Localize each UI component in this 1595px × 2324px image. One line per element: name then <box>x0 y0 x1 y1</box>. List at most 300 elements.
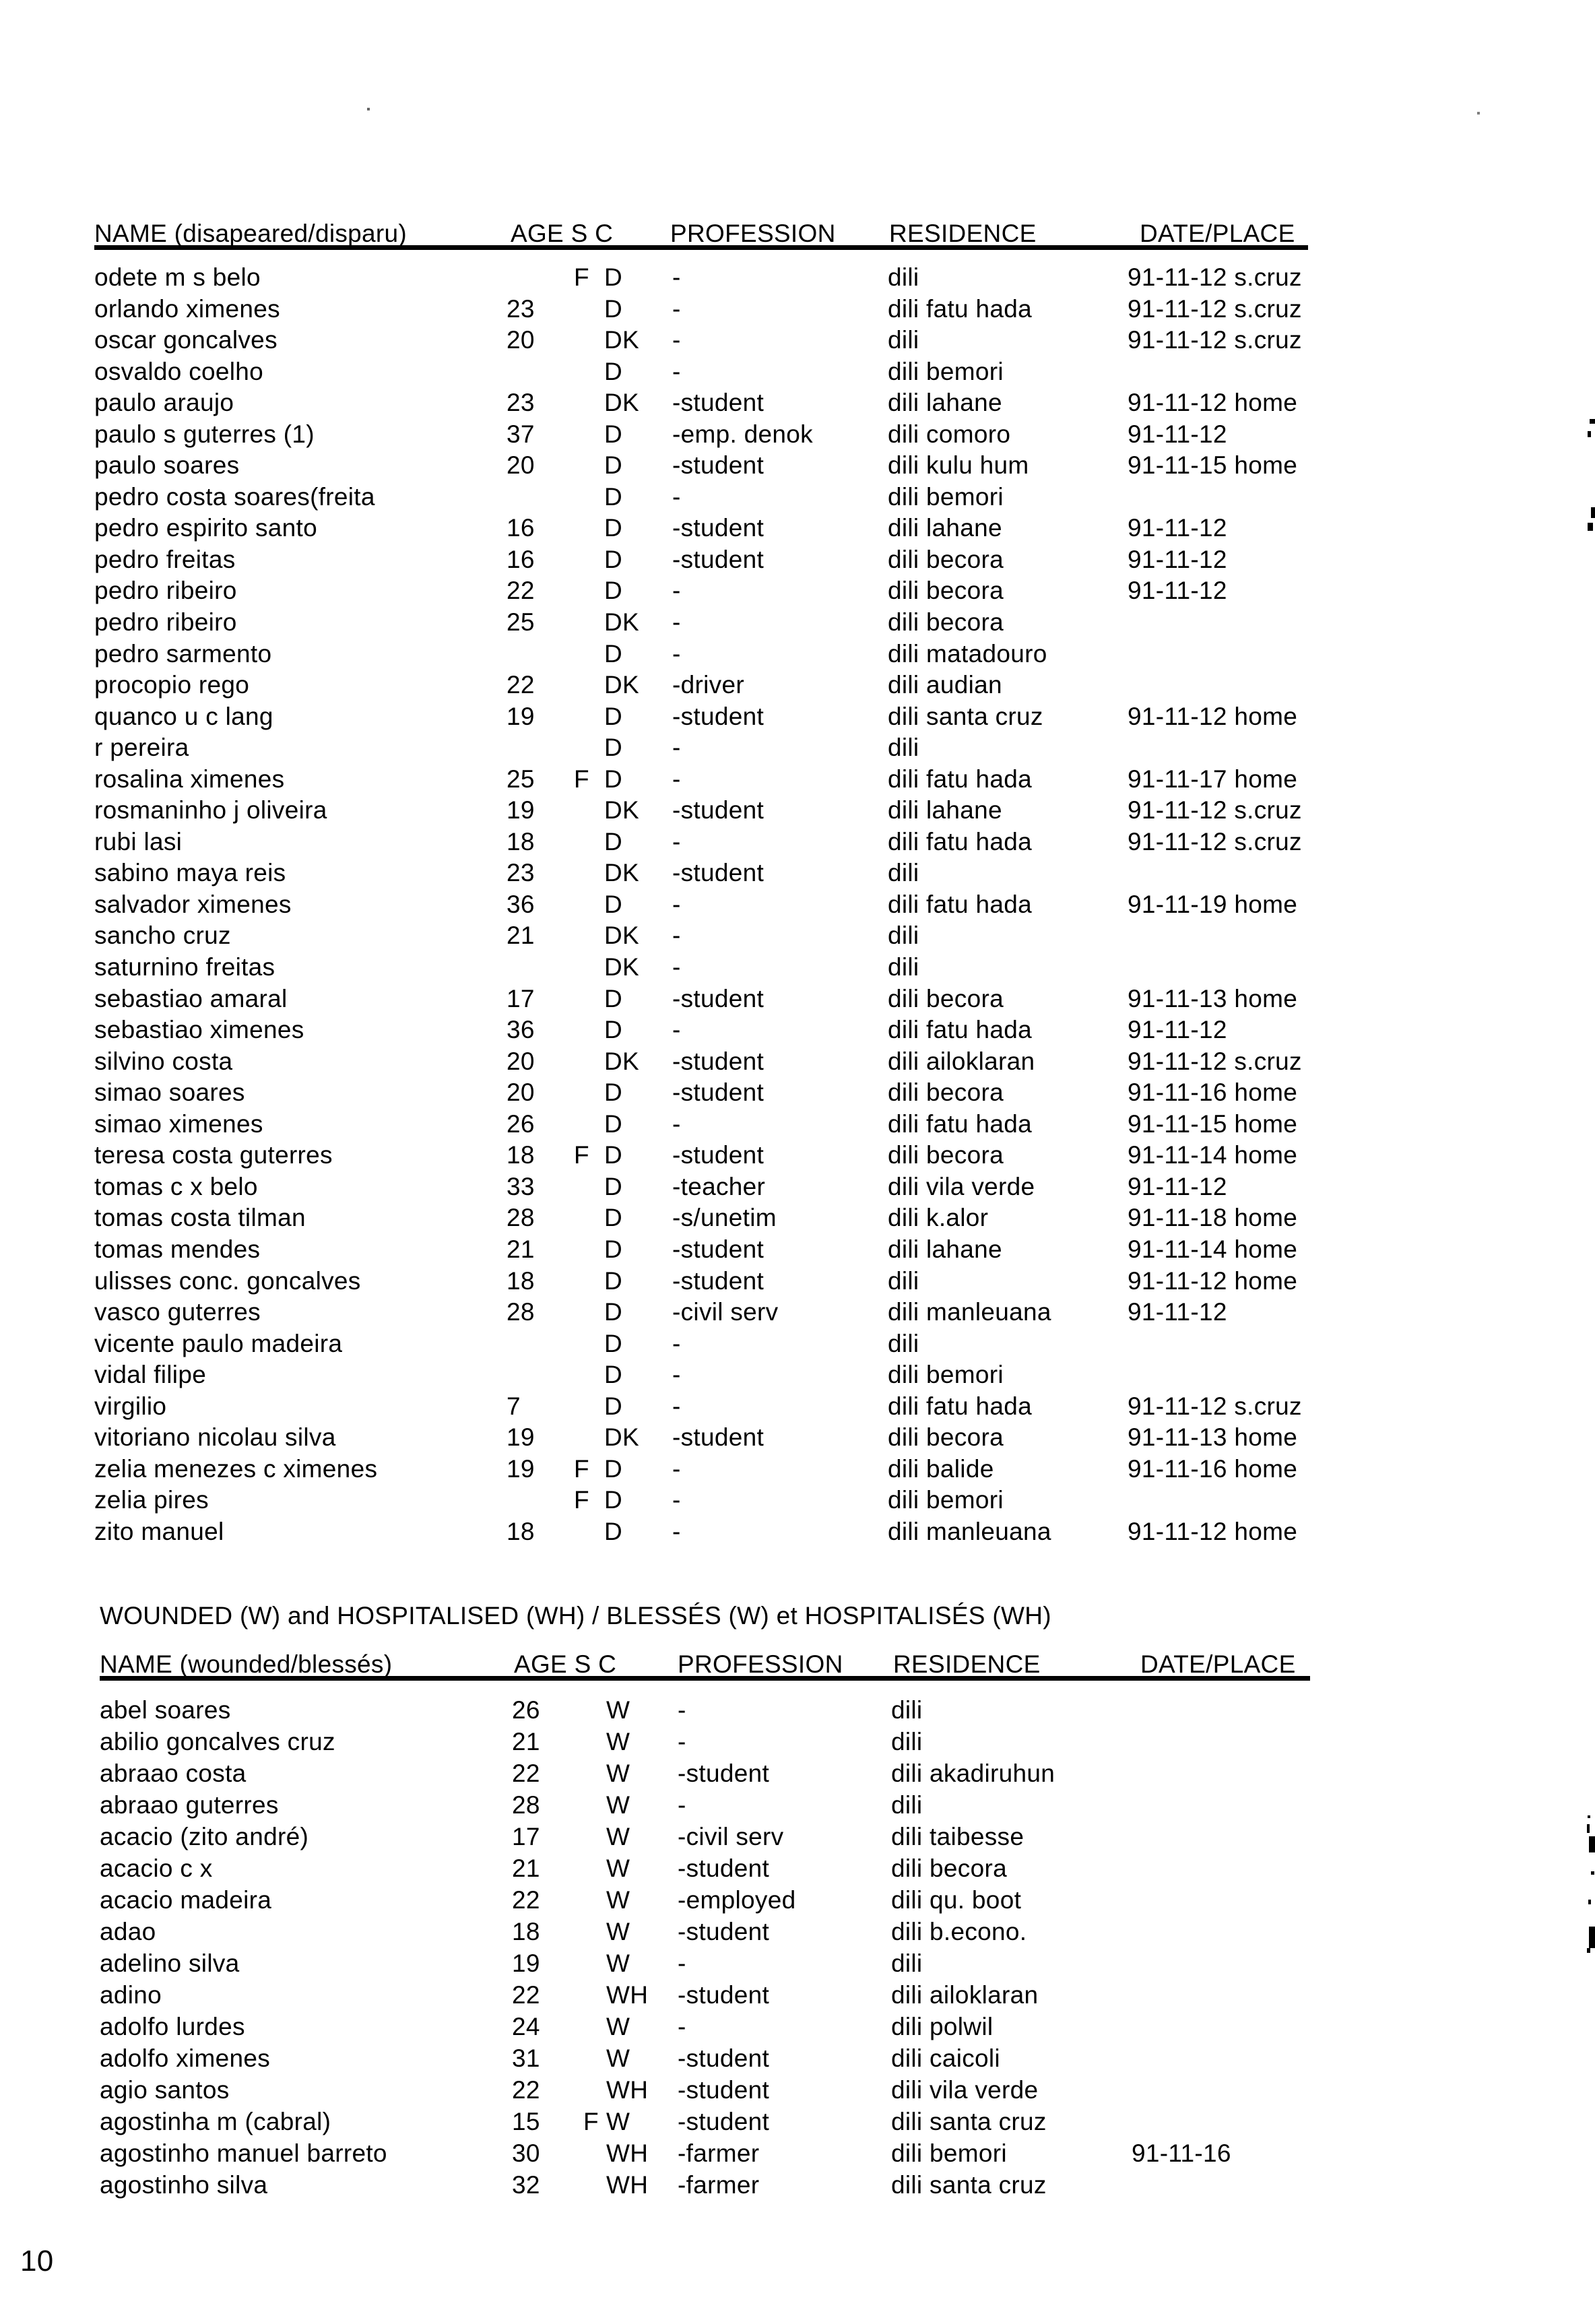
cell-age: 21 <box>507 922 535 950</box>
cell-name: saturnino freitas <box>94 953 275 981</box>
wounded-table <box>100 1650 1319 2203</box>
cell-category: D <box>604 1078 623 1107</box>
cell-name: silvino costa <box>94 1047 233 1075</box>
cell-name: simao soares <box>94 1078 245 1107</box>
cell-category: D <box>604 482 623 511</box>
cell-name: ulisses conc. goncalves <box>94 1266 361 1295</box>
cell-category: D <box>604 1517 623 1545</box>
cell-profession: - <box>672 1517 681 1545</box>
cell-name: zelia menezes c ximenes <box>94 1454 378 1483</box>
cell-age: 21 <box>512 1728 540 1755</box>
cell-age: 22 <box>512 1886 540 1914</box>
wounded-section-heading: WOUNDED (W) and HOSPITALISED (WH) / BLESSÉS (W) et HOSPITALISÉS (WH) <box>100 1602 1051 1629</box>
cell-profession: -student <box>672 1141 764 1169</box>
cell-residence: dili <box>888 734 919 762</box>
cell-name: osvaldo coelho <box>94 357 264 385</box>
table-row <box>100 2140 1319 2172</box>
cell-profession: - <box>678 2013 686 2040</box>
table-row <box>94 703 1320 735</box>
table-row <box>94 327 1320 358</box>
cell-residence: dili caicoli <box>891 2044 1000 2072</box>
cell-residence: dili bemori <box>891 2139 1007 2167</box>
cell-category: D <box>604 1454 623 1483</box>
cell-age: 22 <box>512 1981 540 2009</box>
cell-age: 19 <box>507 702 535 730</box>
cell-category: D <box>604 890 623 918</box>
cell-category: DK <box>604 389 639 417</box>
table-row <box>100 1760 1319 1792</box>
cell-profession: - <box>672 482 681 511</box>
cell-age: 25 <box>507 765 535 793</box>
table-row <box>94 1424 1320 1456</box>
cell-category: D <box>604 294 623 323</box>
cell-age: 20 <box>507 1047 535 1075</box>
cell-profession: -student <box>672 1078 764 1107</box>
cell-residence: dili bemori <box>888 482 1004 511</box>
cell-age: 30 <box>512 2139 540 2167</box>
cell-profession: - <box>672 827 681 856</box>
table-row <box>94 766 1320 798</box>
cell-name: vicente paulo madeira <box>94 1329 343 1357</box>
cell-name: acacio c x <box>100 1854 213 1882</box>
header-date-place: DATE/PLACE <box>1140 220 1295 247</box>
cell-category: WH <box>606 2139 649 2167</box>
cell-category: D <box>604 420 623 448</box>
cell-profession: - <box>672 294 681 323</box>
cell-date-place: 91-11-12 <box>1128 420 1227 448</box>
cell-name: zelia pires <box>94 1486 209 1514</box>
cell-name: salvador ximenes <box>94 890 292 918</box>
table-row <box>94 1361 1320 1393</box>
table-row <box>100 1823 1319 1855</box>
cell-name: adino <box>100 1981 162 2009</box>
cell-category: W <box>606 1696 630 1724</box>
cell-residence: dili b.econo. <box>891 1918 1027 1945</box>
cell-category: D <box>604 1204 623 1232</box>
disappeared-table-header <box>94 220 1320 247</box>
table-row <box>94 546 1320 578</box>
disappeared-table-body <box>94 264 1320 1549</box>
cell-category: W <box>606 1854 630 1882</box>
table-row <box>100 1982 1319 2013</box>
cell-category: DK <box>604 1047 639 1075</box>
cell-date-place: 91-11-17 home <box>1128 765 1298 793</box>
cell-residence: dili lahane <box>888 796 1002 825</box>
cell-sex: F <box>583 2108 599 2135</box>
cell-date-place: 91-11-13 home <box>1128 984 1298 1012</box>
cell-category: D <box>604 1361 623 1389</box>
cell-profession: - <box>672 1016 681 1044</box>
cell-age: 23 <box>507 859 535 887</box>
table-row <box>94 1393 1320 1425</box>
cell-residence: dili lahane <box>888 1235 1002 1263</box>
cell-profession: -student <box>672 389 764 417</box>
cell-profession: - <box>672 1392 681 1420</box>
cell-residence: dili <box>888 922 919 950</box>
cell-profession: -student <box>672 545 764 573</box>
cell-age: 19 <box>507 1454 535 1483</box>
cell-name: abraao guterres <box>100 1791 279 1819</box>
cell-residence: dili bemori <box>888 1361 1004 1389</box>
cell-age: 26 <box>507 1109 535 1138</box>
cell-residence: dili <box>888 263 919 291</box>
cell-name: sabino maya reis <box>94 859 286 887</box>
cell-name: r pereira <box>94 734 189 762</box>
cell-profession: -teacher <box>672 1172 766 1200</box>
cell-profession: - <box>672 357 681 385</box>
cell-residence: dili bemori <box>888 357 1004 385</box>
cell-age: 26 <box>512 1696 540 1724</box>
cell-name: rosalina ximenes <box>94 765 285 793</box>
table-row <box>94 1079 1320 1111</box>
cell-category: D <box>604 1172 623 1200</box>
cell-age: 19 <box>507 796 535 825</box>
header-name: NAME (disapeared/disparu) <box>94 220 408 247</box>
table-row <box>94 641 1320 672</box>
cell-profession: -employed <box>678 1886 796 1914</box>
cell-residence: dili santa cruz <box>891 2171 1047 2199</box>
cell-name: agostinho silva <box>100 2171 268 2199</box>
cell-category: W <box>606 1760 630 1787</box>
cell-profession: -student <box>672 1047 764 1075</box>
table-row <box>100 1918 1319 1950</box>
cell-residence: dili ailoklaran <box>888 1047 1035 1075</box>
cell-date-place: 91-11-12 s.cruz <box>1128 1392 1302 1420</box>
cell-profession: - <box>672 639 681 668</box>
cell-residence: dili <box>891 1696 923 1724</box>
cell-name: tomas costa tilman <box>94 1204 306 1232</box>
cell-age: 23 <box>507 294 535 323</box>
cell-profession: - <box>672 1454 681 1483</box>
cell-age: 23 <box>507 389 535 417</box>
table-row <box>100 1729 1319 1760</box>
cell-name: pedro espirito santo <box>94 514 317 542</box>
table-row <box>100 1950 1319 1982</box>
cell-residence: dili becora <box>888 1078 1004 1107</box>
cell-residence: dili manleuana <box>888 1517 1051 1545</box>
cell-residence: dili taibesse <box>891 1823 1024 1850</box>
cell-profession: - <box>672 263 681 291</box>
cell-residence: dili becora <box>888 608 1004 637</box>
cell-age: 31 <box>512 2044 540 2072</box>
table-row <box>100 1792 1319 1823</box>
cell-date-place: 91-11-12 s.cruz <box>1128 827 1302 856</box>
cell-category: W <box>606 2013 630 2040</box>
header-profession: PROFESSION <box>678 1650 843 1678</box>
cell-name: abraao costa <box>100 1760 247 1787</box>
cell-name: paulo soares <box>94 451 240 480</box>
cell-age: 37 <box>507 420 535 448</box>
cell-age: 28 <box>507 1298 535 1326</box>
cell-category: W <box>606 1791 630 1819</box>
cell-category: W <box>606 1918 630 1945</box>
cell-profession: -farmer <box>678 2139 760 2167</box>
table-row <box>94 1142 1320 1173</box>
ink-speck <box>1588 1900 1591 1904</box>
cell-residence: dili <box>888 1329 919 1357</box>
cell-residence: dili <box>891 1949 923 1977</box>
cell-profession: -student <box>672 796 764 825</box>
cell-category: WH <box>606 1981 649 2009</box>
cell-name: teresa costa guterres <box>94 1141 333 1169</box>
cell-residence: dili becora <box>888 577 1004 605</box>
cell-profession: -student <box>672 514 764 542</box>
cell-sex: F <box>574 1486 589 1514</box>
cell-name: orlando ximenes <box>94 294 280 323</box>
cell-age: 20 <box>507 451 535 480</box>
cell-age: 16 <box>507 545 535 573</box>
cell-category: D <box>604 765 623 793</box>
cell-date-place: 91-11-16 home <box>1128 1078 1298 1107</box>
cell-date-place: 91-11-14 home <box>1128 1235 1298 1263</box>
cell-name: acacio madeira <box>100 1886 272 1914</box>
cell-category: D <box>604 1109 623 1138</box>
cell-sex: F <box>574 1141 589 1169</box>
table-row <box>94 484 1320 515</box>
cell-date-place: 91-11-12 <box>1128 545 1227 573</box>
cell-residence: dili fatu hada <box>888 1016 1033 1044</box>
cell-name: adolfo ximenes <box>100 2044 271 2072</box>
table-row <box>94 1299 1320 1330</box>
cell-date-place: 91-11-12 home <box>1128 389 1298 417</box>
cell-profession: - <box>672 1109 681 1138</box>
cell-residence: dili fatu hada <box>888 890 1033 918</box>
table-row <box>94 986 1320 1017</box>
cell-name: zito manuel <box>94 1517 224 1545</box>
cell-age: 22 <box>512 1760 540 1787</box>
cell-name: sebastiao ximenes <box>94 1016 304 1044</box>
cell-category: W <box>606 1823 630 1850</box>
cell-residence: dili becora <box>888 984 1004 1012</box>
cell-profession: - <box>672 326 681 354</box>
ink-speck <box>1591 1871 1594 1875</box>
cell-category: D <box>604 545 623 573</box>
cell-age: 17 <box>507 984 535 1012</box>
table-row <box>94 421 1320 453</box>
cell-residence: dili comoro <box>888 420 1011 448</box>
cell-age: 20 <box>507 1078 535 1107</box>
cell-profession: -student <box>672 859 764 887</box>
ink-speck <box>1589 1927 1595 1948</box>
cell-category: DK <box>604 326 639 354</box>
cell-category: D <box>604 451 623 480</box>
cell-age: 7 <box>507 1392 521 1420</box>
cell-name: adelino silva <box>100 1949 240 1977</box>
cell-age: 18 <box>507 1517 535 1545</box>
cell-residence: dili santa cruz <box>888 702 1043 730</box>
cell-residence: dili santa cruz <box>891 2108 1047 2135</box>
table-row <box>94 1330 1320 1362</box>
cell-name: acacio (zito andré) <box>100 1823 309 1850</box>
ink-speck <box>1591 507 1595 518</box>
cell-residence: dili qu. boot <box>891 1886 1022 1914</box>
cell-residence: dili <box>888 859 919 887</box>
table-row <box>100 2045 1319 2077</box>
table-row <box>94 1173 1320 1205</box>
cell-category: D <box>604 1329 623 1357</box>
table-row <box>94 1016 1320 1048</box>
cell-residence: dili bemori <box>888 1486 1004 1514</box>
table-row <box>100 2013 1319 2045</box>
cell-name: pedro freitas <box>94 545 236 573</box>
cell-age: 22 <box>512 2076 540 2104</box>
cell-date-place: 91-11-12 home <box>1128 1517 1298 1545</box>
table-row <box>94 577 1320 609</box>
cell-date-place: 91-11-18 home <box>1128 1204 1298 1232</box>
cell-profession: -student <box>678 2108 770 2135</box>
cell-date-place: 91-11-12 s.cruz <box>1128 326 1302 354</box>
cell-profession: - <box>672 765 681 793</box>
cell-profession: -student <box>678 2076 770 2104</box>
cell-profession: - <box>672 1486 681 1514</box>
cell-profession: - <box>678 1696 686 1724</box>
cell-category: D <box>604 702 623 730</box>
cell-name: pedro sarmento <box>94 639 272 668</box>
cell-profession: -student <box>672 984 764 1012</box>
table-row <box>94 1111 1320 1142</box>
cell-residence: dili fatu hada <box>888 294 1033 323</box>
cell-date-place: 91-11-14 home <box>1128 1141 1298 1169</box>
cell-category: D <box>604 577 623 605</box>
cell-name: paulo s guterres (1) <box>94 420 315 448</box>
table-row <box>100 2077 1319 2108</box>
cell-category: D <box>604 639 623 668</box>
cell-profession: -driver <box>672 671 744 699</box>
cell-residence: dili becora <box>888 545 1004 573</box>
cell-residence: dili fatu hada <box>888 1109 1033 1138</box>
table-row <box>94 891 1320 923</box>
ink-speck <box>1589 1836 1595 1852</box>
cell-profession: - <box>672 953 681 981</box>
cell-name: simao ximenes <box>94 1109 263 1138</box>
table-row <box>94 672 1320 703</box>
header-age-s-c: AGE S C <box>514 1650 617 1678</box>
cell-residence: dili <box>888 953 919 981</box>
cell-date-place: 91-11-12 <box>1128 1172 1227 1200</box>
cell-sex: F <box>574 263 589 291</box>
ink-speck <box>1588 431 1591 437</box>
cell-date-place: 91-11-12 <box>1128 1298 1227 1326</box>
cell-residence: dili matadouro <box>888 639 1047 668</box>
cell-category: DK <box>604 671 639 699</box>
cell-profession: - <box>672 734 681 762</box>
cell-profession: -student <box>672 1266 764 1295</box>
cell-category: W <box>606 1949 630 1977</box>
cell-category: WH <box>606 2171 649 2199</box>
table-row <box>100 2172 1319 2203</box>
cell-date-place: 91-11-15 home <box>1128 1109 1298 1138</box>
cell-profession: - <box>672 608 681 637</box>
cell-residence: dili audian <box>888 671 1002 699</box>
ink-speck <box>1587 1824 1590 1833</box>
cell-residence: dili <box>888 326 919 354</box>
cell-name: agio santos <box>100 2076 230 2104</box>
cell-residence: dili fatu hada <box>888 1392 1033 1420</box>
table-row <box>94 922 1320 954</box>
cell-name: abel soares <box>100 1696 231 1724</box>
cell-date-place: 91-11-12 s.cruz <box>1128 294 1302 323</box>
cell-profession: -student <box>672 1423 764 1452</box>
cell-profession: -student <box>678 1918 770 1945</box>
cell-date-place: 91-11-12 <box>1128 577 1227 605</box>
ink-speck <box>1587 1948 1590 1953</box>
table-row <box>94 1487 1320 1518</box>
cell-category: WH <box>606 2076 649 2104</box>
table-row <box>94 389 1320 421</box>
wounded-table-header <box>100 1650 1319 1678</box>
cell-category: D <box>604 734 623 762</box>
cell-profession: -student <box>678 1760 770 1787</box>
cell-profession: -student <box>672 1235 764 1263</box>
table-row <box>100 1855 1319 1887</box>
cell-age: 19 <box>512 1949 540 1977</box>
cell-name: agostinha m (cabral) <box>100 2108 331 2135</box>
cell-name: adao <box>100 1918 156 1945</box>
cell-name: adolfo lurdes <box>100 2013 245 2040</box>
cell-category: D <box>604 827 623 856</box>
cell-date-place: 91-11-12 home <box>1128 1266 1298 1295</box>
table-row <box>94 515 1320 546</box>
table-row <box>94 358 1320 390</box>
cell-category: D <box>604 1016 623 1044</box>
cell-residence: dili ailoklaran <box>891 1981 1039 2009</box>
disappeared-table <box>94 220 1320 1549</box>
cell-age: 22 <box>507 671 535 699</box>
cell-name: abilio goncalves cruz <box>100 1728 335 1755</box>
cell-category: D <box>604 1486 623 1514</box>
table-row <box>94 1236 1320 1268</box>
cell-residence: dili becora <box>888 1141 1004 1169</box>
wounded-table-body <box>100 1697 1319 2203</box>
cell-residence: dili k.alor <box>888 1204 989 1232</box>
cell-name: pedro ribeiro <box>94 577 237 605</box>
cell-name: agostinho manuel barreto <box>100 2139 387 2167</box>
cell-profession: - <box>672 577 681 605</box>
table-row <box>100 1887 1319 1918</box>
cell-profession: -farmer <box>678 2171 760 2199</box>
cell-category: D <box>604 514 623 542</box>
cell-profession: -emp. denok <box>672 420 813 448</box>
table-row <box>94 954 1320 986</box>
cell-profession: -s/unetim <box>672 1204 777 1232</box>
cell-age: 33 <box>507 1172 535 1200</box>
cell-profession: -civil serv <box>678 1823 784 1850</box>
cell-sex: F <box>574 765 589 793</box>
cell-date-place: 91-11-19 home <box>1128 890 1298 918</box>
cell-age: 20 <box>507 326 535 354</box>
cell-name: vasco guterres <box>94 1298 261 1326</box>
cell-name: sancho cruz <box>94 922 231 950</box>
cell-category: D <box>604 1141 623 1169</box>
cell-residence: dili fatu hada <box>888 765 1033 793</box>
cell-name: paulo araujo <box>94 389 234 417</box>
cell-date-place: 91-11-15 home <box>1128 451 1298 480</box>
cell-age: 15 <box>512 2108 540 2135</box>
cell-profession: -student <box>678 2044 770 2072</box>
cell-residence: dili lahane <box>888 514 1002 542</box>
cell-residence: dili fatu hada <box>888 827 1033 856</box>
cell-profession: - <box>678 1728 686 1755</box>
header-residence: RESIDENCE <box>893 1650 1041 1678</box>
cell-residence: dili polwil <box>891 2013 994 2040</box>
cell-date-place: 91-11-12 <box>1128 514 1227 542</box>
table-row <box>94 860 1320 891</box>
cell-age: 22 <box>507 577 535 605</box>
ink-speck <box>1588 1815 1590 1818</box>
cell-category: W <box>606 1728 630 1755</box>
cell-name: vidal filipe <box>94 1361 207 1389</box>
ink-speck <box>1588 523 1593 531</box>
